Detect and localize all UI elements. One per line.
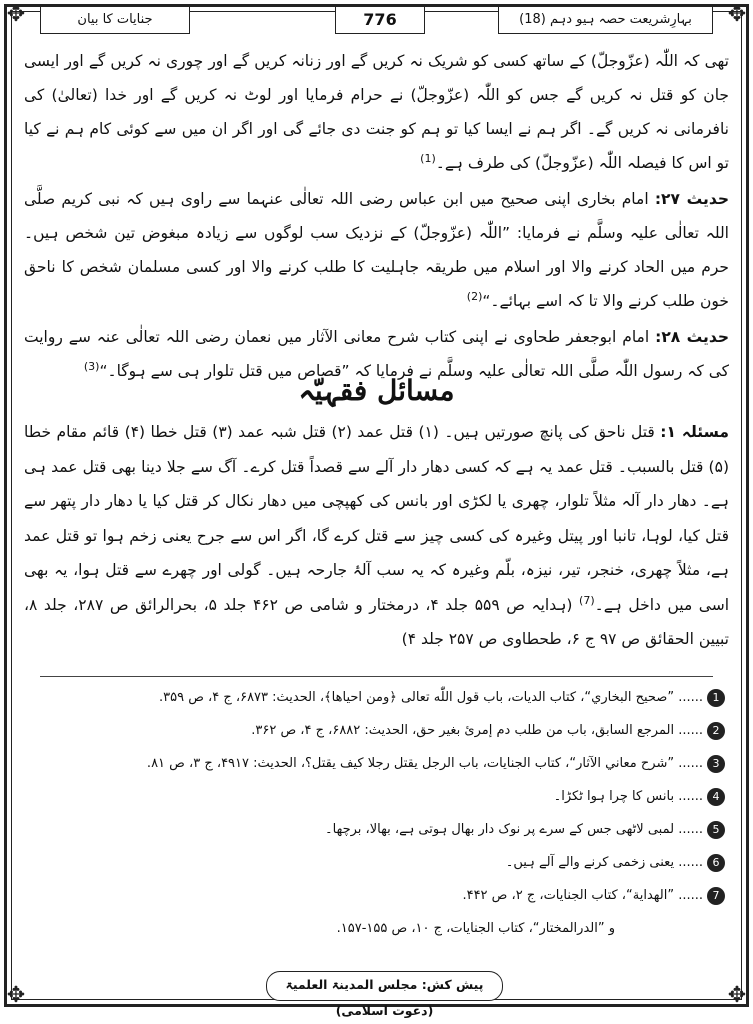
footnote-item: 7...... ”الهداية“، کتاب الجنايات، ج ۲، ص ۴۴۲.	[28, 879, 725, 912]
page-number: 776	[335, 6, 425, 34]
footnote-item: 5...... لمبی لاٹھی جس کے سرے پر نوک دار بھال ہوتی ہے، بھالا، برچھا۔	[28, 813, 725, 846]
hadith-text: امام بخاری اپنی صحیح میں ابن عباس رضی اللہ تعالٰی عنہما سے راوی ہیں کہ نبی کریم صلَّی اللہ تعالٰی علیہ وسلَّم نے فرمایا: ”اللّٰہ (عزّوجلّ) کے نزدیک سب لوگوں سے زیادہ مبغوض تین شخص ہیں۔ حرم میں الحاد کرنے والا اور اسلام میں طریقہ جاہلیت کا طلب کرنے والا اور کسی مسلمان شخص کا ناحق خون طلب کرنے والا تا کہ اسے بہائے۔“	[24, 190, 729, 310]
footnote-item: 3...... ”شرح معاني الآثار“، کتاب الجنايات، باب الرجل يقتل رجلا کيف يقتل؟، الحديث: ۴۹۱۷، ج ۳، ص ۸۱.	[28, 747, 725, 780]
page-header	[40, 6, 713, 36]
masala-label: مسئلہ ۱:	[660, 423, 729, 441]
footnote-divider	[40, 676, 713, 677]
book-title: بہارِشریعت حصہ ہیو دہم (18)	[498, 6, 713, 34]
footnote-item: 6...... یعنی زخمی کرنے والے آلے ہیں۔	[28, 846, 725, 879]
corner-ornament-icon: ✥	[727, 2, 747, 27]
corner-ornament-icon: ✥	[6, 2, 26, 27]
footnotes	[28, 681, 725, 945]
footnote-continuation: و ”الدرالمختار“، کتاب الجنايات، ج ۱۰، ص ۱۵۵-۱۵۷.	[336, 921, 615, 936]
footnote-item: 2...... المرجع السابق، باب من طلب دم إمرئ بغير حق، الحديث: ۶۸۸۲، ج ۴، ص ۳۶۲.	[28, 714, 725, 747]
page-footer	[0, 967, 753, 1018]
hadith-27: حدیث ۲۷: امام بخاری اپنی صحیح میں ابن عباس رضی اللہ تعالٰی عنہما سے راوی ہیں کہ نبی کریم صلَّی اللہ تعالٰی علیہ وسلَّم نے فرمایا: ”اللّٰہ (عزّوجلّ) کے نزدیک سب لوگوں سے زیادہ مبغوض تین شخص ہیں۔ حرم میں الحاد کرنے والا اور اسلام میں طریقہ جاہلیت کا طلب کرنے والا اور کسی مسلمان شخص کا ناحق خون طلب کرنے والا تا کہ اسے بہائے۔“$^{(2)}$	[24, 190, 729, 310]
masala-1: مسئلہ ۱: قتل ناحق کی پانچ صورتیں ہیں۔ (۱) قتل عمد (۲) قتل شبہ عمد (۳) قتل خطا (۴) قائم مقام خطا (۵) قتل بالسبب۔ قتل عمد یہ ہے کہ کسی دھار دار آلے سے قصداً قتل کرے۔ آگ سے جلا دینا بھی قتل عمد ہی ہے۔ دھار دار آلہ مثلاً تلوار، چھری یا لکڑی اور بانس کی کھپچی میں دھار نکال کر قتل کیا یا دھار دار پتھر سے قتل کیا، لوہا، تانبا اور پیتل وغیرہ کی کسی چیز سے قتل کرے گا، اگر اس سے جرح یعنی زخم ہوا تو قتل عمد ہے، مثلاً چھری، خنجر، تیر، نیزہ، بلّم وغیرہ کہ یہ سب آلۂ جارحہ ہیں۔ گولی اور چھرے سے قتل ہوا، یہ بھی اسی میں داخل ہے۔$^{(7)}$ (ہدایہ ص ۵۵۹ جلد ۴، درمختار و شامی ص ۴۶۲ جلد ۵، بحرالرائق ص ۲۸۷، جلد ۸، تبیین الحقائق ص ۹۷ ج ۶، طحطاوی ص ۲۵۷ جلد ۴)	[24, 423, 730, 648]
chapter-title: جنایات کا بیان	[40, 6, 190, 34]
masala-refs: (ہدایہ ص ۵۵۹ جلد ۴، درمختار و شامی ص ۴۶۲ جلد ۵، بحرالرائق ص ۲۸۷، جلد ۸، تبیین الحقائق ص ۹۷ ج ۶، طحطاوی ص ۲۵۷ جلد ۴)	[24, 595, 729, 648]
hadith-28: حدیث ۲۸: امام ابوجعفر طحاوی نے اپنی کتاب شرح معانی الآثار میں نعمان رضی اللہ تعالٰی عنہ سے روایت کی کہ رسول اللّٰہ صلَّی اللہ تعالٰی علیہ وسلَّم نے فرمایا کہ ”قصاص میں قتل تلوار ہی سے ہوگا۔“$^{(3)}$	[24, 328, 729, 380]
footnote-item: 1...... ”صحیح البخاري“، کتاب الدیات، باب قول اللّٰه تعالی ﴿ومن احیاها﴾، الحدیث: ۶۸۷۳، ج ۴، ص ۳۵۹.	[28, 681, 725, 714]
hadith-label: حدیث ۲۷:	[654, 190, 729, 208]
paragraph: تھی کہ اللّٰہ (عزّوجلّ) کے ساتھ کسی کو شریک نہ کریں گے اور زنانہ کریں گے اور چوری نہ کریں گے اور ایسی جان کو قتل نہ کریں گے جس کو اللّٰہ (عزّوجلّ) نے حرام فرمایا اور لوٹ نہ کریں گے اور خدا (تعالیٰ) کی نافرمانی نہ کریں گے۔ اگر ہم نے ایسا کیا تو ہم کو جنت دی جائے گی اور اگر ان میں سے کوئی کام ہم نے کیا تو اس کا فیصلہ اللّٰہ (عزّوجلّ) کی طرف ہے۔$^{(1)}$	[24, 52, 729, 172]
hadith-text: امام ابوجعفر طحاوی نے اپنی کتاب شرح معانی الآثار میں نعمان رضی اللہ تعالٰی عنہ سے روایت کی کہ رسول اللّٰہ صلَّی اللہ تعالٰی علیہ وسلَّم نے فرمایا کہ ”قصاص میں قتل تلوار ہی سے ہوگا۔“	[24, 328, 729, 380]
corner-ornament-icon: ✥	[727, 983, 747, 1008]
corner-ornament-icon: ✥	[6, 983, 26, 1008]
masala-text: قتل ناحق کی پانچ صورتیں ہیں۔ (۱) قتل عمد (۲) قتل شبہ عمد (۳) قتل خطا (۴) قائم مقام خطا (۵) قتل بالسبب۔ قتل عمد یہ ہے کہ کسی دھار دار آلے سے قصداً قتل کرے۔ آگ سے جلا دینا بھی قتل عمد ہی ہے۔ دھار دار آلہ مثلاً تلوار، چھری یا لکڑی اور بانس کی کھپچی میں دھار نکال کر قتل کیا یا دھار دار پتھر سے قتل کیا، لوہا، تانبا اور پیتل وغیرہ کی کسی چیز سے قتل کرے گا، اگر اس سے جرح یعنی زخم ہوا تو قتل عمد ہے، مثلاً چھری، خنجر، تیر، نیزہ، بلّم وغیرہ کہ یہ سب آلۂ جارحہ ہیں۔ گولی اور چھرے سے قتل ہوا، یہ بھی اسی میں داخل ہے۔	[24, 423, 730, 614]
section-title: مسائل فقہیّہ	[298, 374, 455, 407]
publisher-label: پیش کش: مجلس المدینۃ العلمیۃ (دعوت اسلامی)	[266, 971, 503, 1001]
footnote-item: 4...... بانس کا چرا ہوا ٹکڑا۔	[28, 780, 725, 813]
hadith-label: حدیث ۲۸:	[655, 328, 729, 346]
